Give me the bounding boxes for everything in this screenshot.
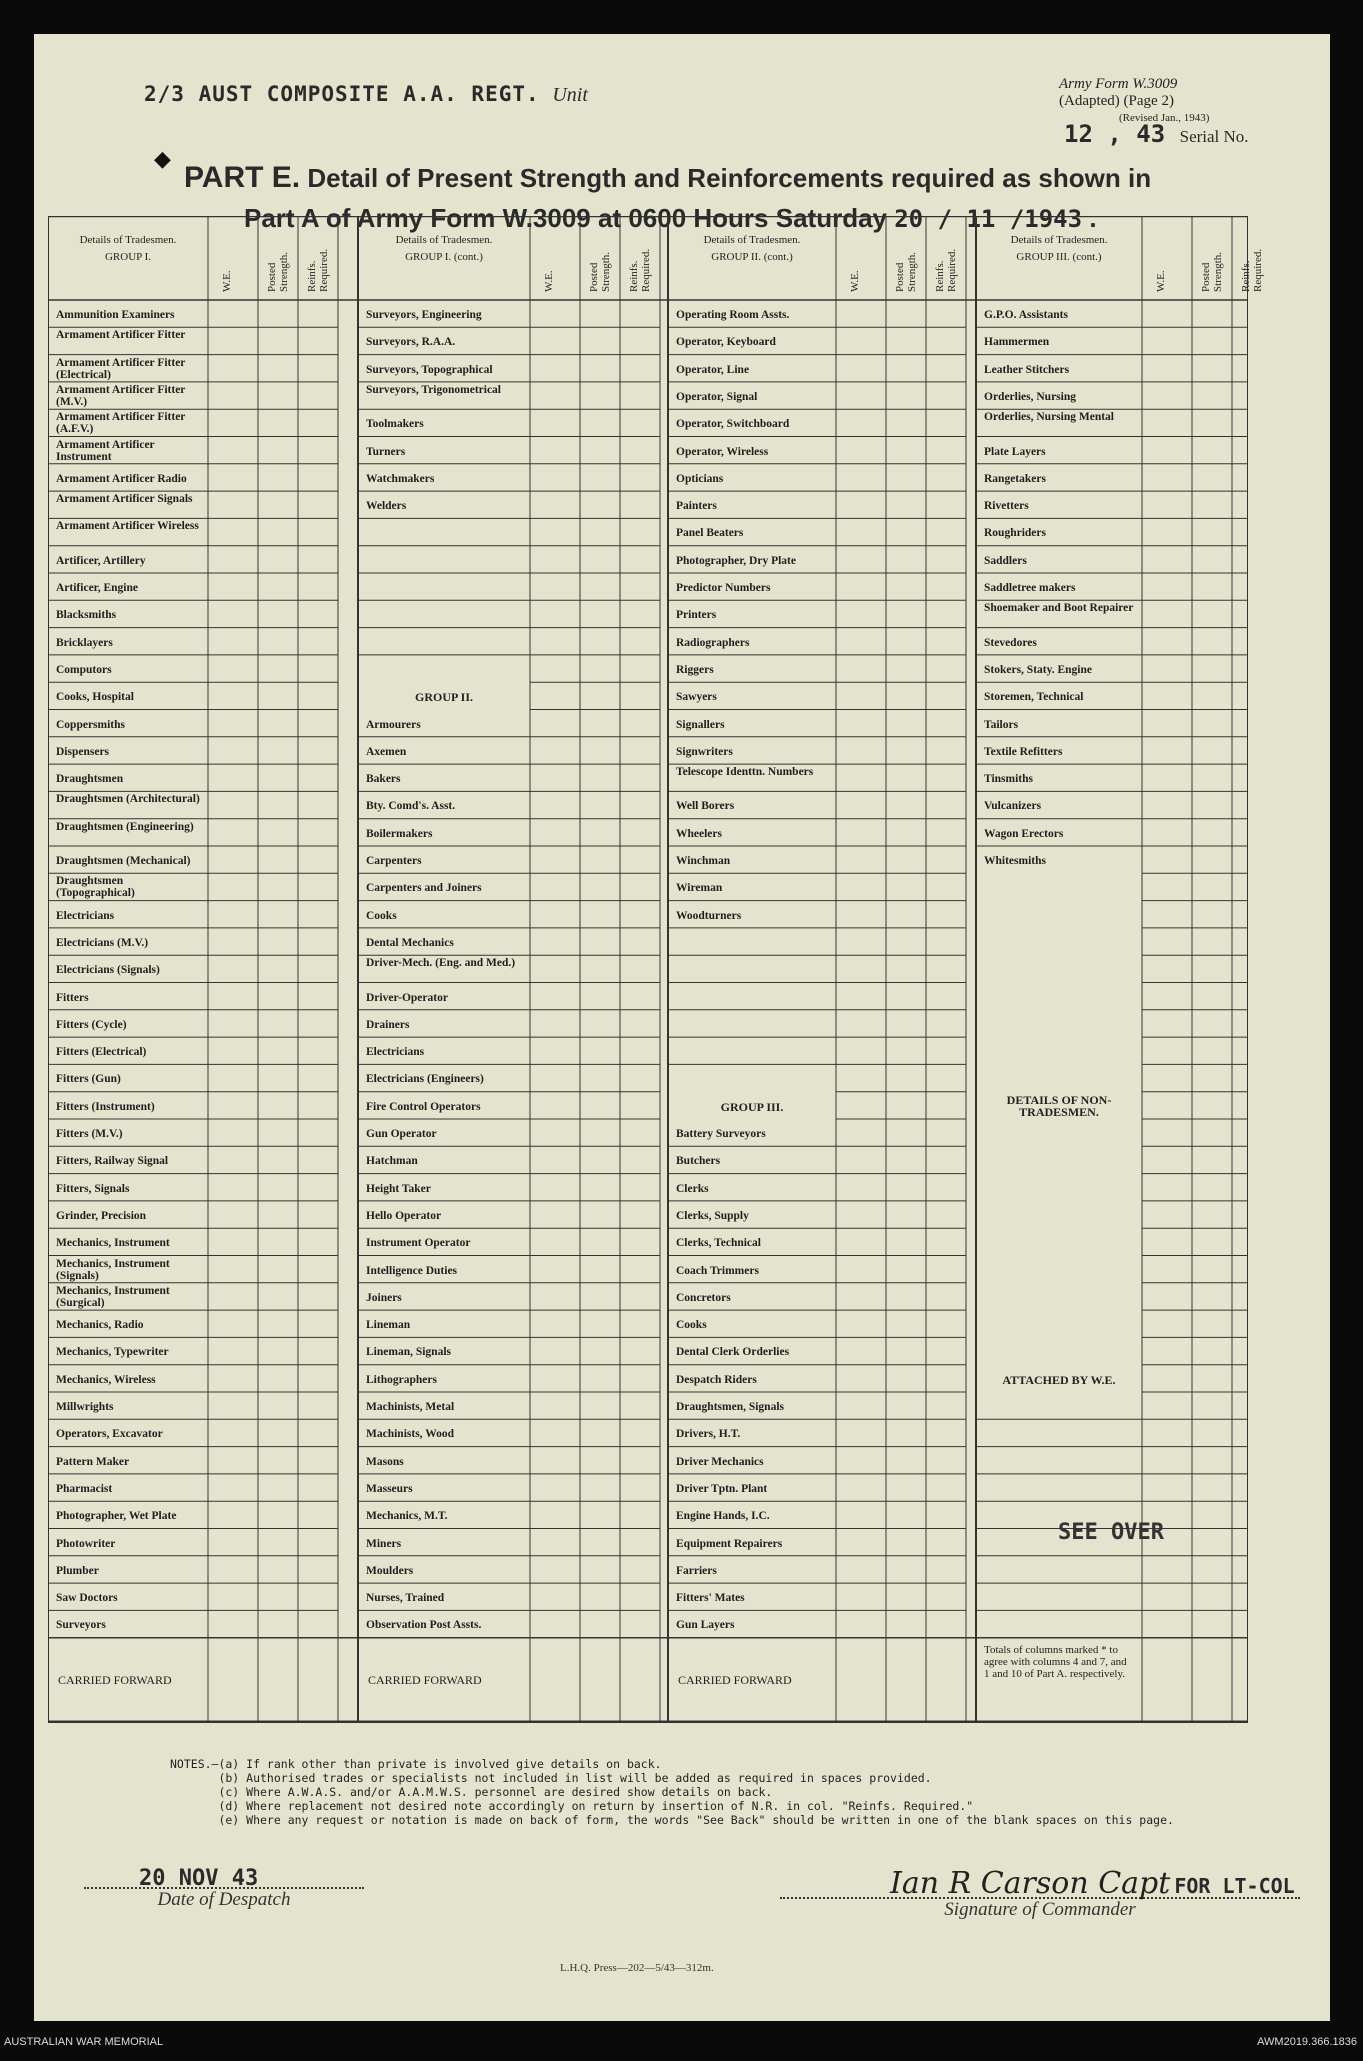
- trade-row-label: Fitters, Railway Signal: [56, 1155, 169, 1168]
- form-ref-1: Army Form W.3009: [1059, 76, 1178, 92]
- trade-row-label: Roughriders: [984, 527, 1046, 540]
- sub-column-header: Reinfs. Required.: [1240, 248, 1264, 292]
- trade-row-label: Plate Layers: [984, 445, 1046, 458]
- trade-row-label: Carpenters and Joiners: [366, 882, 482, 895]
- trade-row-label: Mechanics, M.T.: [366, 1510, 448, 1523]
- despatch-label: Date of Despatch: [157, 1889, 291, 1910]
- form-ref-2: (Adapted) (Page 2): [1059, 93, 1174, 109]
- note-c: (c) Where A.W.A.S. and/or A.A.M.W.S. personnel are desired show details on back.: [170, 1785, 773, 1799]
- trade-row-label: Opticians: [676, 472, 724, 485]
- trade-row-label: Operator, Line: [676, 363, 750, 376]
- unit-line: [144, 82, 588, 107]
- trade-row-label: Machinists, Wood: [366, 1428, 454, 1441]
- signature-block: [780, 1866, 1300, 1921]
- trade-row-label: Fitters (Electrical): [56, 1046, 147, 1059]
- trade-row-label: Signallers: [676, 718, 725, 731]
- title-line1: Detail of Present Strength and Reinforcements required as shown in: [307, 163, 1152, 193]
- trade-row-label: Draughtsmen, Signals: [676, 1401, 784, 1413]
- trade-row-label: Hammermen: [984, 336, 1050, 349]
- trade-row-label: Instrument Operator: [366, 1237, 471, 1250]
- trade-row-label: Bty. Comd's. Asst.: [366, 800, 456, 813]
- trade-row-label: Masseurs: [366, 1482, 413, 1495]
- details-label: Details of Tradesmen.: [395, 234, 493, 246]
- trade-row-label: Printers: [676, 609, 717, 622]
- trade-row-label: Equipment Repairers: [676, 1537, 783, 1550]
- trade-row-label: G.P.O. Assistants: [984, 309, 1068, 321]
- serial-label: Serial No.: [1179, 127, 1249, 146]
- trade-row-label: Wagon Erectors: [984, 827, 1064, 840]
- carried-forward-label: CARRIED FORWARD: [678, 1672, 792, 1687]
- trade-row-label: Mechanics, Typewriter: [56, 1346, 169, 1359]
- trade-row-label: Drainers: [366, 1018, 410, 1031]
- trade-row-label: Electricians: [56, 909, 115, 922]
- totals-note: Totals of columns marked * to agree with columns 4 and 7, and 1 and 10 of Part A. respectively.: [984, 1643, 1127, 1680]
- trade-row-label: Artificer, Artillery: [56, 554, 146, 567]
- trade-row-label: Driver Tptn. Plant: [676, 1482, 768, 1495]
- despatch-block: [84, 1866, 364, 1911]
- trade-row-label: Boilermakers: [366, 827, 433, 840]
- details-label: Details of Tradesmen.: [79, 234, 177, 246]
- trade-row-label: Leather Stitchers: [984, 363, 1070, 376]
- trade-row-label: Rangetakers: [984, 472, 1046, 485]
- trade-row-label: Fitters (M.V.): [56, 1128, 123, 1140]
- trade-row-label: Tailors: [984, 718, 1019, 731]
- group-heading: ATTACHED BY W.E.: [1002, 1372, 1116, 1387]
- trade-row-label: Electricians: [366, 1046, 425, 1059]
- trade-row-label: Despatch Riders: [676, 1373, 757, 1386]
- trade-row-label: Clerks, Supply: [676, 1209, 749, 1222]
- trade-row-label: Coach Trimmers: [676, 1264, 759, 1277]
- trade-row-label: Wireman: [676, 882, 723, 895]
- sub-column-header: W.E.: [1155, 270, 1167, 292]
- trade-row-label: Artificer, Engine: [56, 582, 138, 594]
- trade-row-label: Driver-Mech. (Eng. and Med.): [366, 957, 516, 970]
- footer-right: AWM2019.366.1836: [1257, 2036, 1357, 2048]
- group-label: GROUP I.: [104, 251, 152, 263]
- trade-row-label: Surveyors, R.A.A.: [366, 336, 456, 349]
- trade-row-label: Clerks: [676, 1182, 709, 1195]
- trade-row-label: Armament Artificer Radio: [56, 472, 187, 485]
- trade-row-label: Fitters: [56, 991, 89, 1004]
- trade-row-label: Mechanics, Instrument: [56, 1237, 170, 1250]
- trade-row-label: Surveyors: [56, 1619, 106, 1632]
- trade-row-label: Painters: [676, 500, 717, 513]
- details-header: [976, 234, 1142, 264]
- trade-row-label: Hello Operator: [366, 1209, 442, 1222]
- group-heading: DETAILS OF NON-TRADESMEN.: [1006, 1092, 1112, 1119]
- trade-row-label: Fitters (Instrument): [56, 1100, 155, 1113]
- details-header: [668, 234, 836, 264]
- sub-column-header: Posted Strength.: [1200, 251, 1224, 292]
- trade-row-label: Draughtsmen (Mechanical): [56, 855, 191, 867]
- trade-row-label: Lineman, Signals: [366, 1346, 451, 1359]
- trade-row-label: Textile Refitters: [984, 745, 1063, 758]
- serial-value: 12 , 43: [1064, 120, 1166, 148]
- printer-imprint: L.H.Q. Press—202—5/43—312m.: [560, 1962, 714, 1974]
- trade-row-label: Draughtsmen (Engineering): [56, 820, 194, 833]
- title-end: .: [1089, 203, 1097, 233]
- trade-row-label: Woodturners: [676, 909, 742, 922]
- sub-column-header: Posted Strength.: [588, 251, 612, 292]
- see-over-stamp: SEE OVER: [1058, 1520, 1164, 1545]
- trade-row-label: Driver-Operator: [366, 991, 448, 1004]
- trade-row-label: Saddlers: [984, 554, 1027, 567]
- signature-label: Signature of Commander: [944, 1899, 1136, 1920]
- trade-row-label: Electricians (Engineers): [366, 1073, 484, 1086]
- trade-row-label: Lineman: [366, 1319, 411, 1332]
- trade-row-label: Shoemaker and Boot Repairer: [984, 602, 1134, 615]
- trade-row-label: Battery Surveyors: [676, 1128, 766, 1140]
- trade-row-label: Engine Hands, I.C.: [676, 1510, 770, 1523]
- details-label: Details of Tradesmen.: [1010, 234, 1108, 246]
- trade-row-label: Operating Room Assts.: [676, 309, 790, 321]
- trade-row-label: Gun Operator: [366, 1128, 437, 1140]
- group-label: GROUP III. (cont.): [1016, 251, 1102, 263]
- trade-row-label: Draughtsmen (Topographical): [56, 875, 135, 900]
- trade-row-label: Sawyers: [676, 691, 717, 704]
- sub-column-header: Reinfs. Required.: [306, 248, 330, 292]
- trade-row-label: Dispensers: [56, 745, 110, 758]
- sub-column-header: Reinfs. Required.: [934, 248, 958, 292]
- note-a: NOTES.—(a) If rank other than private is involved give details on back.: [170, 1757, 662, 1771]
- note-d: (d) Where replacement not desired note accordingly on return by insertion of N.R. in col. "Reinfs. Required.": [170, 1799, 974, 1813]
- trade-row-label: Panel Beaters: [676, 527, 744, 540]
- trade-row-label: Photographer, Wet Plate: [56, 1510, 177, 1523]
- trade-row-label: Operator, Wireless: [676, 445, 769, 458]
- trade-row-label: Mechanics, Instrument (Surgical): [56, 1284, 170, 1309]
- trade-row-label: Surveyors, Topographical: [366, 363, 493, 376]
- trade-row-label: Machinists, Metal: [366, 1401, 455, 1413]
- details-header: [358, 234, 530, 264]
- sub-column-header: Reinfs. Required.: [628, 248, 652, 292]
- trade-row-label: Predictor Numbers: [676, 582, 771, 594]
- group-label: GROUP I. (cont.): [405, 251, 483, 263]
- trade-row-label: Welders: [366, 500, 407, 513]
- unit-typed: 2/3 AUST COMPOSITE A.A. REGT.: [144, 82, 540, 106]
- trade-row-label: Pattern Maker: [56, 1455, 130, 1468]
- trade-row-label: Riggers: [676, 663, 714, 676]
- trade-row-label: Storemen, Technical: [984, 691, 1084, 704]
- trade-row-label: Armament Artificer Wireless: [56, 520, 199, 533]
- trade-row-label: Lithographers: [366, 1373, 437, 1386]
- trade-row-label: Armament Artificer Fitter (M.V.): [56, 383, 186, 408]
- trade-row-label: Signwriters: [676, 745, 733, 758]
- trade-row-label: Armament Artificer Fitter (Electrical): [56, 356, 186, 381]
- trade-row-label: Drivers, H.T.: [676, 1428, 741, 1441]
- despatch-date: 20 NOV 43: [139, 1866, 259, 1891]
- trade-row-label: Electricians (M.V.): [56, 936, 149, 949]
- trade-row-label: Millwrights: [56, 1401, 114, 1413]
- trade-row-label: Nurses, Trained: [366, 1592, 445, 1605]
- trade-row-label: Mechanics, Instrument (Signals): [56, 1257, 170, 1282]
- trade-row-label: Operators, Excavator: [56, 1428, 163, 1441]
- commander-signature: Ian R Carson Capt: [890, 1866, 1171, 1901]
- trade-row-label: Electricians (Signals): [56, 964, 160, 977]
- trade-row-label: Concretors: [676, 1291, 731, 1304]
- trade-row-label: Joiners: [366, 1291, 402, 1304]
- trade-row-label: Operator, Keyboard: [676, 336, 776, 349]
- trade-row-label: Farriers: [676, 1564, 717, 1577]
- trade-row-label: Orderlies, Nursing Mental: [984, 411, 1114, 424]
- trade-row-label: Bricklayers: [56, 636, 113, 649]
- trade-row-label: Fire Control Operators: [366, 1100, 481, 1113]
- trade-row-label: Miners: [366, 1537, 402, 1550]
- trade-row-label: Winchman: [676, 855, 731, 867]
- trade-row-label: Surveyors, Engineering: [366, 309, 482, 321]
- title-line2: Part A of Army Form W.3009 at 0600 Hours Saturday: [244, 203, 887, 233]
- trade-row-label: Driver Mechanics: [676, 1455, 764, 1468]
- group-label: GROUP II. (cont.): [711, 251, 793, 263]
- trade-row-label: Whitesmiths: [984, 855, 1046, 867]
- trade-row-label: Height Taker: [366, 1182, 431, 1195]
- trade-row-label: Surveyors, Trigonometrical: [366, 383, 501, 396]
- trade-row-label: Gun Layers: [676, 1619, 735, 1632]
- trade-row-label: Carpenters: [366, 855, 422, 867]
- sub-column-header: Posted Strength.: [266, 251, 290, 292]
- sub-column-header: Posted Strength.: [894, 251, 918, 292]
- trade-row-label: Fitters' Mates: [676, 1592, 745, 1605]
- trade-row-label: Fitters (Cycle): [56, 1018, 127, 1031]
- signature-for: FOR LT-COL: [1174, 1874, 1295, 1898]
- trade-row-label: Photographer, Dry Plate: [676, 554, 796, 567]
- trade-row-label: Tinsmiths: [984, 773, 1034, 786]
- carried-forward-label: CARRIED FORWARD: [58, 1672, 172, 1687]
- trade-row-label: Mechanics, Radio: [56, 1319, 144, 1332]
- trade-row-label: Operator, Switchboard: [676, 418, 790, 431]
- trade-row-label: Fitters, Signals: [56, 1182, 130, 1195]
- group-heading: GROUP III.: [720, 1099, 784, 1114]
- trade-row-label: Cooks: [676, 1319, 707, 1332]
- trade-row-label: Clerks, Technical: [676, 1237, 761, 1250]
- trade-row-label: Well Borers: [676, 800, 735, 813]
- sub-column-header: W.E.: [849, 270, 861, 292]
- trade-row-label: Butchers: [676, 1155, 721, 1168]
- trade-row-label: Intelligence Duties: [366, 1264, 458, 1277]
- trade-row-label: Hatchman: [366, 1155, 418, 1168]
- trade-row-label: Saw Doctors: [56, 1592, 118, 1605]
- trade-row-label: Fitters (Gun): [56, 1073, 121, 1086]
- trade-row-label: Telescope Identtn. Numbers: [676, 766, 814, 779]
- trade-row-label: Saddletree makers: [984, 582, 1076, 594]
- trade-row-label: Axemen: [366, 745, 407, 758]
- trade-row-label: Mechanics, Wireless: [56, 1373, 156, 1386]
- sub-column-header: W.E.: [221, 270, 233, 292]
- trade-row-label: Grinder, Precision: [56, 1209, 147, 1222]
- note-b: (b) Authorised trades or specialists not included in list will be added as required in spaces provided.: [170, 1771, 932, 1785]
- trade-row-label: Armament Artificer Fitter: [56, 329, 186, 342]
- trade-row-label: Armourers: [366, 718, 421, 731]
- trade-row-label: Turners: [366, 445, 406, 458]
- trade-row-label: Moulders: [366, 1564, 414, 1577]
- carried-forward-label: CARRIED FORWARD: [368, 1672, 482, 1687]
- trade-row-label: Blacksmiths: [56, 609, 117, 622]
- trade-row-label: Masons: [366, 1455, 404, 1468]
- title-part: PART E.: [184, 161, 301, 194]
- trade-row-label: Vulcanizers: [984, 800, 1042, 813]
- trade-row-label: Ammunition Examiners: [56, 309, 175, 321]
- trade-row-label: Wheelers: [676, 827, 722, 840]
- trade-row-label: Armament Artificer Instrument: [56, 438, 155, 463]
- trade-row-label: Toolmakers: [366, 418, 424, 431]
- trade-row-label: Armament Artificer Signals: [56, 493, 193, 506]
- sub-column-header: W.E.: [543, 270, 555, 292]
- details-label: Details of Tradesmen.: [703, 234, 801, 246]
- note-e: (e) Where any request or notation is made on back of form, the words "See Back" should be written in one of the blank spaces on this page.: [170, 1813, 1174, 1827]
- footer-left: AUSTRALIAN WAR MEMORIAL: [4, 2036, 164, 2048]
- trade-row-label: Cooks: [366, 909, 397, 922]
- trade-row-label: Photowriter: [56, 1537, 116, 1550]
- trade-row-label: Radiographers: [676, 636, 750, 649]
- details-header: [48, 234, 208, 264]
- trade-row-label: Observation Post Assts.: [366, 1619, 482, 1632]
- trade-row-label: Pharmacist: [56, 1482, 113, 1495]
- trade-row-label: Stokers, Staty. Engine: [984, 663, 1092, 676]
- trade-row-label: Orderlies, Nursing: [984, 390, 1076, 403]
- trade-row-label: Draughtsmen (Architectural): [56, 793, 200, 806]
- trade-row-label: Dental Mechanics: [366, 936, 454, 949]
- trade-row-label: Armament Artificer Fitter (A.F.V.): [56, 411, 186, 436]
- trade-row-label: Rivetters: [984, 500, 1029, 513]
- trade-row-label: Dental Clerk Orderlies: [676, 1346, 790, 1359]
- trade-row-label: Watchmakers: [366, 472, 435, 485]
- serial-number: [1064, 120, 1249, 148]
- trade-row-label: Computors: [56, 663, 112, 676]
- notes-block: [170, 1757, 1174, 1827]
- title-date: 20 / 11 /1943: [894, 205, 1083, 233]
- form-ref-3: (Revised Jan., 1943): [1119, 112, 1210, 124]
- trade-row-label: Draughtsmen: [56, 773, 124, 786]
- trade-row-label: Coppersmiths: [56, 718, 126, 731]
- trade-row-label: Operator, Signal: [676, 390, 758, 403]
- trade-row-label: Stevedores: [984, 636, 1037, 649]
- group-heading: GROUP II.: [414, 690, 473, 705]
- trade-row-label: Bakers: [366, 773, 401, 786]
- unit-label: Unit: [552, 84, 588, 106]
- trade-row-label: Cooks, Hospital: [56, 691, 134, 704]
- trade-row-label: Plumber: [56, 1564, 99, 1577]
- bullet-mark: ◆: [154, 146, 171, 171]
